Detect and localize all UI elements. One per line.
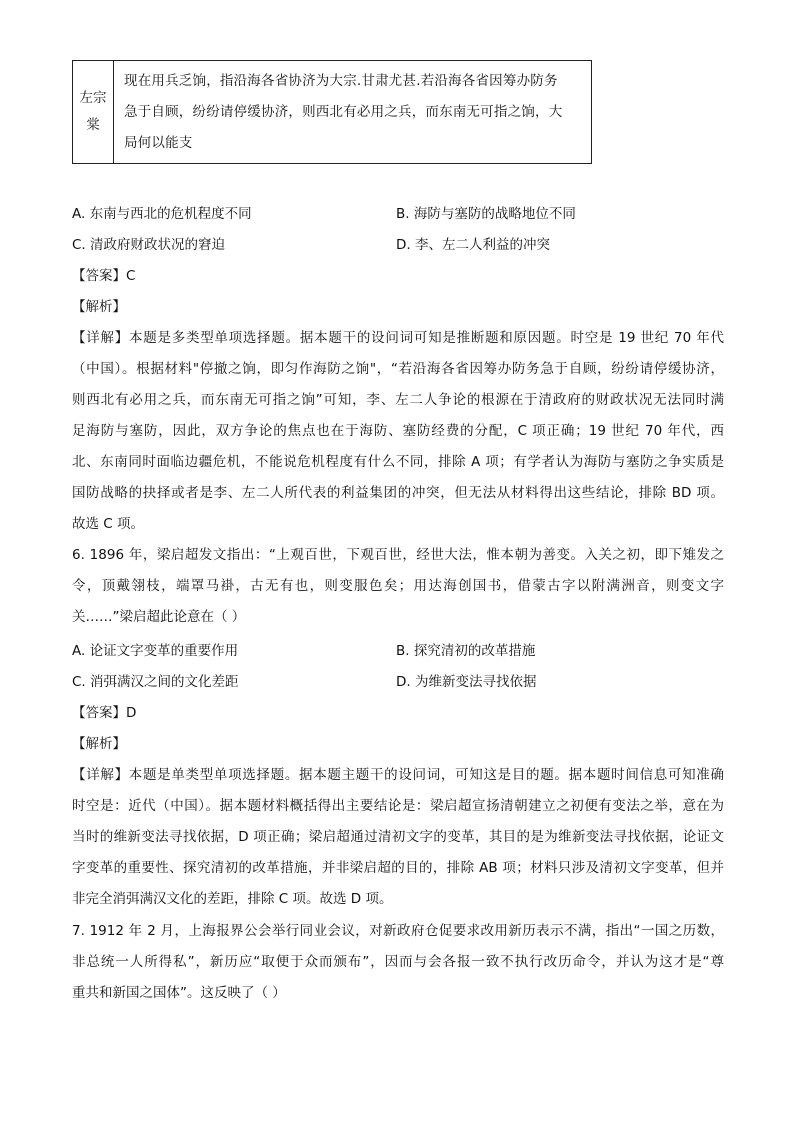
q7-stem-line: 7. 1912 年 2 月，上海报界公会举行同业会议，对新政府仓促要求改用新历表示不满，指出“一国之历数， — [72, 923, 724, 939]
q6-detail-line: 时空是：近代（中国）。据本题材料概括得出主要结论是：梁启超宣扬清朝建立之初便有变法之举，意在为 — [72, 798, 724, 814]
q5-detail-line: 【详解】本题是多类型单项选择题。据本题干的设问词可知是推断题和原因题。时空是 19 世纪 70 年代 — [72, 330, 724, 346]
quote-text-line: 现在用兵乏饷，指沿海各省协济为大宗.甘肃尤甚.若沿海各省因筹办防务 — [124, 72, 558, 89]
q6-stem-line: 关……”梁启超此论意在（ ） — [72, 609, 246, 625]
q5-detail — [72, 323, 724, 540]
q6-analysis-label: 【解析】 — [72, 736, 126, 752]
q6-detail-line: 字变革的重要性、探究清初的改革措施，并非梁启超的目的，排除 AB 项；材料只涉及清初文字变革，但并 — [72, 860, 724, 876]
q7-stem — [72, 916, 724, 1009]
quote-author-line: 左宗 — [79, 90, 107, 106]
q5-option-b: B. 海防与塞防的战略地位不同 — [396, 206, 576, 222]
q5-option-c: C. 清政府财政状况的窘迫 — [72, 237, 226, 253]
quote-table — [72, 60, 592, 164]
q5-detail-line: 则西北有必用之兵，而东南无可指之饷”可知，李、左二人争论的根源在于清政府的财政状况无法同时满 — [72, 392, 724, 408]
quote-author-line: 棠 — [86, 117, 100, 133]
q6-option-d: D. 为维新变法寻找依据 — [396, 674, 537, 690]
q5-answer: 【答案】C — [72, 268, 136, 284]
q6-stem-line: 6. 1896 年，梁启超发文指出：“上观百世，下观百世，经世大法，惟本朝为善变。入关之初，即下雉发之 — [72, 547, 724, 563]
q5-option-d: D. 李、左二人利益的冲突 — [396, 237, 550, 253]
q7-stem-line: 非总统一人所得私”，新历应“取便于众而颁布”，因而与会各报一致不执行改历命令，并认为这才是“尊 — [72, 954, 724, 970]
q7-stem-line: 重共和新国之国体”。这反映了（ ） — [72, 985, 286, 1001]
quote-text-line: 急于自顾，纷纷请停缓协济，则西北有必用之兵，而东南无可指之饷，大 — [124, 103, 563, 120]
q6-detail — [72, 760, 724, 915]
quote-text-cell — [114, 61, 592, 164]
q5-detail-line: 北、东南同时面临边疆危机，不能说危机程度有什么不同，排除 A 项；有学者认为海防与塞防之争实质是 — [72, 454, 724, 470]
quote-text-line: 局何以能支 — [124, 134, 193, 151]
q6-detail-line: 非完全消弭满汉文化的差距，排除 C 项。故选 D 项。 — [72, 891, 393, 907]
q6-stem — [72, 540, 724, 633]
q6-option-b: B. 探究清初的改革措施 — [396, 643, 536, 659]
q6-option-a: A. 论证文字变革的重要作用 — [72, 643, 239, 659]
q5-detail-line: 故选 C 项。 — [72, 516, 145, 532]
q5-detail-line: （中国）。根据材料"停撤之饷，即匀作海防之饷"，“若沿海各省因筹办防务急于自顾，纷纷请停缓协济， — [72, 361, 724, 377]
q6-answer: 【答案】D — [72, 705, 137, 721]
q5-analysis-label: 【解析】 — [72, 299, 126, 315]
q5-detail-line: 足海防与塞防，因此，双方争论的焦点也在于海防、塞防经费的分配，C 项正确；19 世纪 70 年代，西 — [72, 423, 724, 439]
q6-option-c: C. 消弭满汉之间的文化差距 — [72, 674, 239, 690]
q5-detail-line: 国防战略的抉择或者是李、左二人所代表的利益集团的冲突，但无法从材料得出这些结论，排除 BD 项。 — [72, 485, 724, 501]
quote-author-cell — [73, 61, 114, 164]
q6-detail-line: 【详解】本题是单类型单项选择题。据本题主题干的设问词，可知这是目的题。据本题时间信息可知准确 — [72, 767, 724, 783]
q6-detail-line: 当时的维新变法寻找依据，D 项正确；梁启超通过清初文字的变革，其目的是为维新变法寻找依据，论证文 — [72, 829, 724, 845]
q5-option-a: A. 东南与西北的危机程度不同 — [72, 206, 252, 222]
q6-stem-line: 令，顶戴翎枝，端罩马褂，古无有也，则变服色矣；用达海创国书，借蒙古字以附满洲音，则变文字 — [72, 578, 724, 594]
